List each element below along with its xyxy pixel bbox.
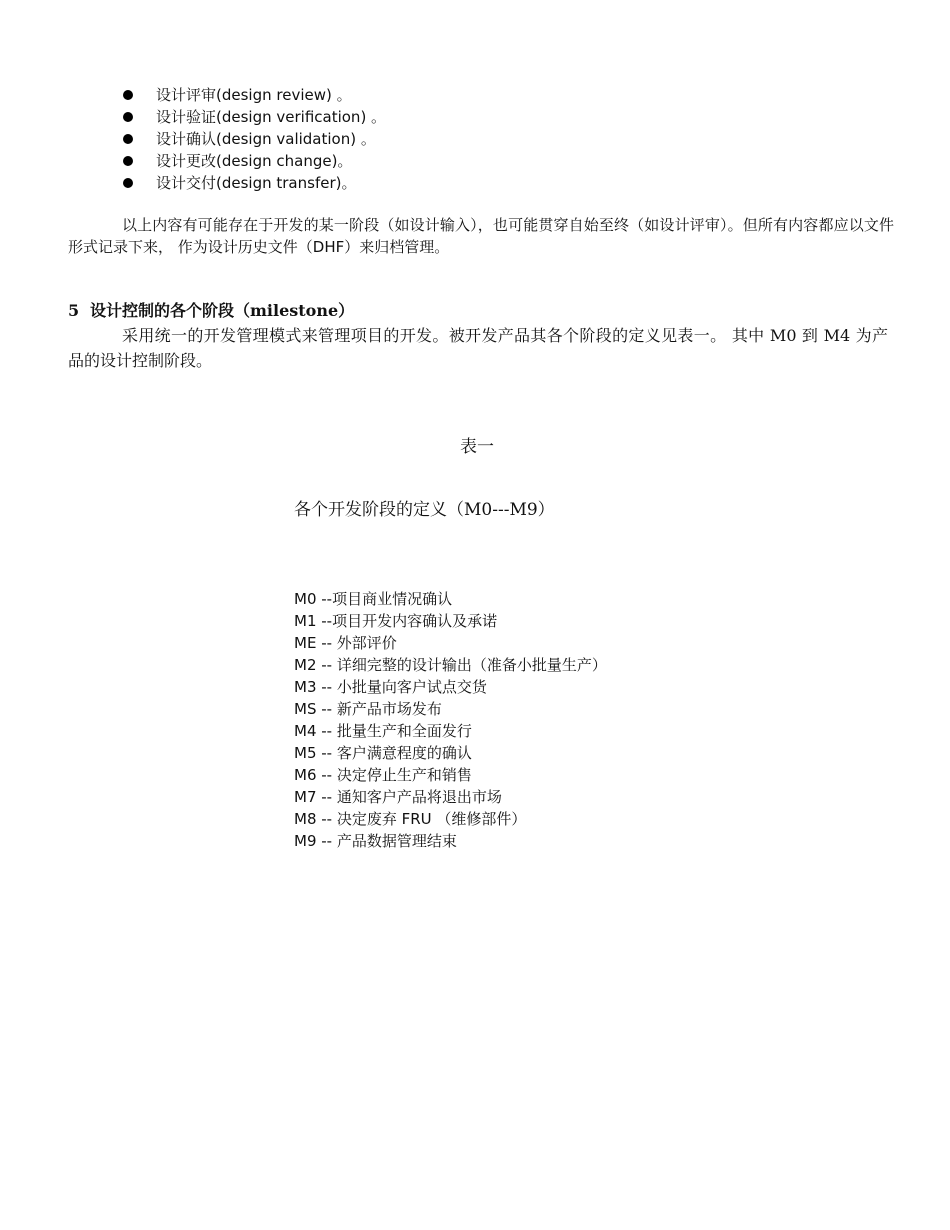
list-item-text: 设计更改(design change)。 bbox=[156, 152, 353, 170]
milestone-item: M8 -- 决定废弃 FRU （维修部件） bbox=[294, 810, 527, 828]
dhf-paragraph: 以上内容有可能存在于开发的某一阶段（如设计输入），也可能贯穿自始至终（如设计评审）。但所有内容都应以文件形式记录下来， 作为设计历史文件（DHF）来归档管理。 bbox=[68, 216, 894, 256]
bullet-icon bbox=[123, 156, 133, 166]
milestone-item: M5 -- 客户满意程度的确认 bbox=[294, 744, 472, 762]
list-item-text: 设计验证(design verification) 。 bbox=[156, 108, 387, 126]
list-item-text: 设计确认(design validation) 。 bbox=[156, 130, 376, 148]
milestone-item: M7 -- 通知客户产品将退出市场 bbox=[294, 788, 502, 806]
milestone-item: M9 -- 产品数据管理结束 bbox=[294, 832, 457, 850]
milestone-item: MS -- 新产品市场发布 bbox=[294, 700, 442, 718]
list-item bbox=[122, 106, 386, 128]
milestone-item: M2 -- 详细完整的设计输出（准备小批量生产） bbox=[294, 656, 607, 674]
section-number: 5 bbox=[68, 301, 80, 320]
milestone-list bbox=[294, 588, 607, 852]
table-label: 表一 bbox=[460, 437, 494, 457]
milestone-item: M0 --项目商业情况确认 bbox=[294, 590, 453, 608]
bullet-icon bbox=[123, 112, 133, 122]
milestone-item: M4 -- 批量生产和全面发行 bbox=[294, 722, 472, 740]
milestone-item: M6 -- 决定停止生产和销售 bbox=[294, 766, 472, 784]
bullet-icon bbox=[123, 90, 133, 100]
bullet-icon bbox=[123, 178, 133, 188]
milestone-item: M1 --项目开发内容确认及承诺 bbox=[294, 612, 498, 630]
section-heading bbox=[68, 300, 354, 322]
table-title: 各个开发阶段的定义（M0---M9） bbox=[294, 500, 555, 520]
list-item-text: 设计评审(design review) 。 bbox=[156, 86, 352, 104]
list-item bbox=[122, 84, 386, 106]
milestone-item: ME -- 外部评价 bbox=[294, 634, 397, 652]
design-activities-list bbox=[122, 84, 386, 194]
list-item-text: 设计交付(design transfer)。 bbox=[156, 174, 357, 192]
list-item bbox=[122, 128, 386, 150]
bullet-icon bbox=[123, 134, 133, 144]
section-title: 设计控制的各个阶段（milestone） bbox=[90, 301, 355, 320]
list-item bbox=[122, 150, 386, 172]
milestone-item: M3 -- 小批量向客户试点交货 bbox=[294, 678, 487, 696]
section-paragraph: 采用统一的开发管理模式来管理项目的开发。被开发产品其各个阶段的定义见表一。 其中 M0 到 M4 为产品的设计控制阶段。 bbox=[68, 326, 888, 370]
list-item bbox=[122, 172, 386, 194]
